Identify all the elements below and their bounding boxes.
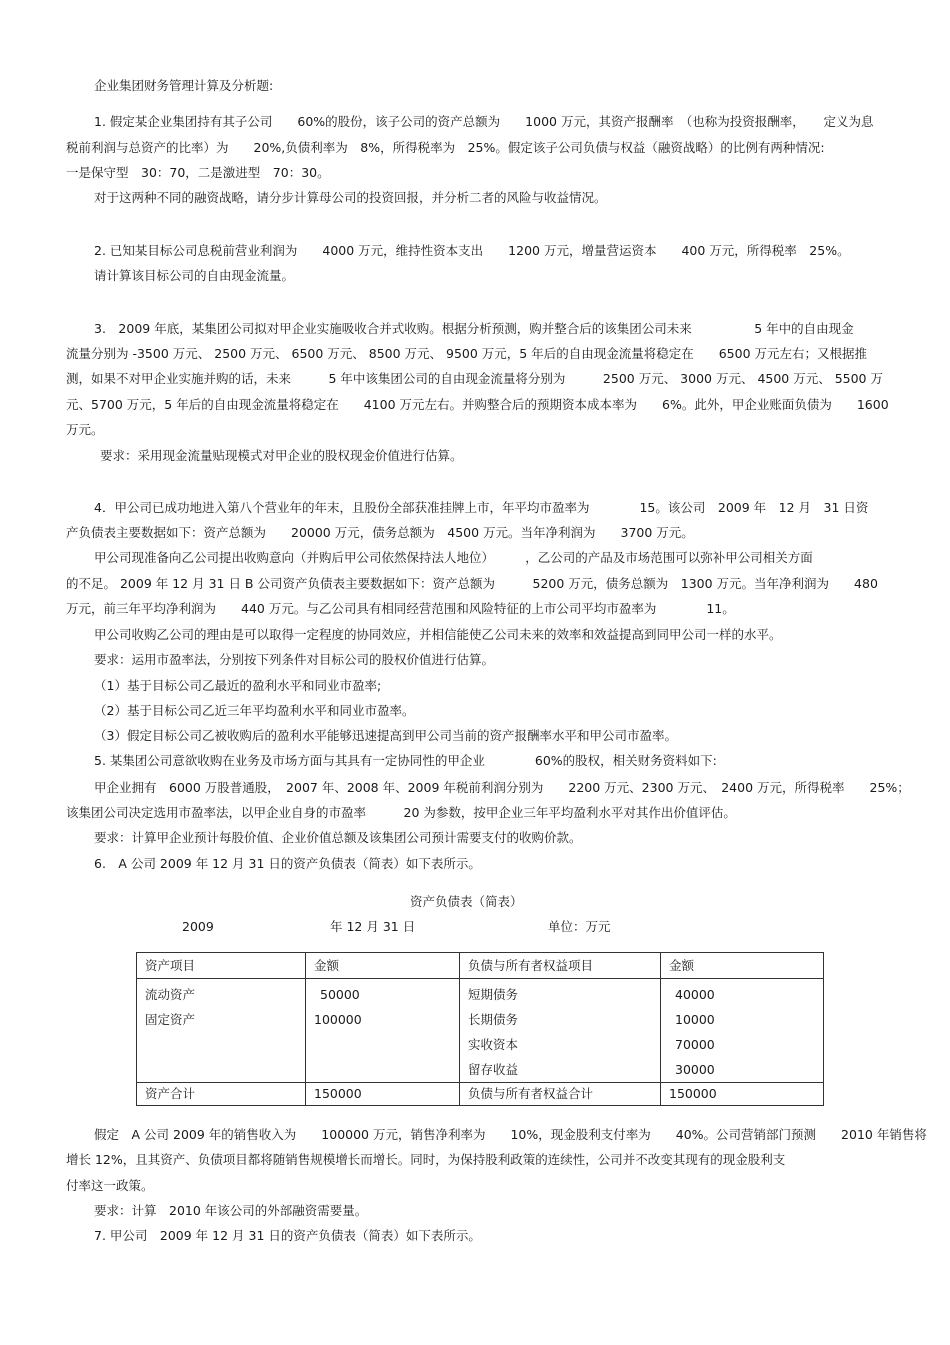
q6-line: 假定 A 公司 2009 年的销售收入为 100000 万元，销售净利率为 10%，现金股利支付率为 40%。公司营销部门预测 2010 年销售将 <box>94 1127 927 1142</box>
asset-item: 流动资产 <box>145 987 196 1002</box>
header-amount: 金额 <box>661 953 824 979</box>
header-amount: 金额 <box>306 953 460 979</box>
total-liab-value: 150000 <box>661 1083 824 1106</box>
q5-line: 甲企业拥有 6000 万股普通股， 2007 年、2008 年、2009 年税前利润分别为 2200 万元、2300 万元、 2400 万元，所得税率 25%； <box>94 780 910 795</box>
q6-line: 6. A 公司 2009 年 12 月 31 日的资产负债表（简表）如下表所示。 <box>94 856 481 871</box>
asset-items-cell <box>137 979 306 1083</box>
total-assets-value: 150000 <box>306 1083 460 1106</box>
q3-line: 流量分别为 -3500 万元、 2500 万元、 6500 万元、 8500 万元、 9500 万元，5 年后的自由现金流量将稳定在 6500 万元左右；又根据推 <box>66 346 868 361</box>
q4-line: 要求：运用市盈率法，分别按下列条件对目标公司的股权价值进行估算。 <box>94 652 495 667</box>
q4-line: 的不足。 2009 年 12 月 31 日 B 公司资产负债表主要数据如下：资产总额为 5200 万元，债务总额为 1300 万元。当年净利润为 480 <box>66 576 878 591</box>
page-title: 企业集团财务管理计算及分析题: <box>94 78 274 93</box>
q3-line: 3. 2009 年底，某集团公司拟对甲企业实施吸收合并式收购。根据分析预测，购并整合后的该集团公司未来 5 年中的自由现金 <box>94 321 854 336</box>
q4-line: 甲公司现准备向乙公司提出收购意向（并购后甲公司依然保持法人地位） ，乙公司的产品及市场范围可以弥补甲公司相关方面 <box>94 550 813 565</box>
q4-line: （3）假定目标公司乙被收购后的盈利水平能够迅速提高到甲公司当前的资产报酬率水平和甲公司市盈率。 <box>94 728 677 743</box>
q5-line: 要求：计算甲企业预计每股价值、企业价值总额及该集团公司预计需要支付的收购价款。 <box>94 830 582 845</box>
q4-line: （2）基于目标公司乙近三年平均盈利水平和同业市盈率。 <box>94 703 415 718</box>
liability-amounts-cell <box>661 979 824 1083</box>
asset-amount: 50000 <box>320 987 360 1002</box>
liability-items-cell <box>460 979 661 1083</box>
q2-line: 请计算该目标公司的自由现金流量。 <box>94 268 295 283</box>
q1-line: 税前利润与总资产的比率）为 20%,负债利率为 8%，所得税率为 25%。假定该子公司负债与权益（融资战略）的比例有两种情况: <box>66 140 825 155</box>
liability-item: 短期债务 <box>468 987 519 1002</box>
q3-line: 万元。 <box>66 422 104 437</box>
q6-line: 要求：计算 2010 年该公司的外部融资需要量。 <box>94 1203 368 1218</box>
q6-line: 增长 12%，且其资产、负债项目都将随销售规模增长而增长。同时，为保持股利政策的连续性，公司并不改变其现有的现金股利支 <box>66 1152 786 1167</box>
table-unit: 单位：万元 <box>548 919 611 934</box>
liability-item: 长期债务 <box>468 1012 519 1027</box>
table-header-row <box>137 953 824 979</box>
table-title: 资产负债表（简表） <box>410 894 523 909</box>
liability-item: 实收资本 <box>468 1037 519 1052</box>
header-asset-item: 资产项目 <box>137 953 306 979</box>
total-assets-label: 资产合计 <box>137 1083 306 1106</box>
q5-line: 该集团公司决定选用市盈率法，以甲企业自身的市盈率 20 为参数，按甲企业三年平均盈利水平对其作出价值评估。 <box>66 805 736 820</box>
q4-line: 4．甲公司已成功地进入第八个营业年的年末，且股份全部获准挂牌上市，年平均市盈率为 15。该公司 2009 年 12 月 31 日资 <box>94 500 869 515</box>
q4-line: 万元，前三年平均净利润为 440 万元。与乙公司具有相同经营范围和风险特征的上市公司平均市盈率为 11。 <box>66 601 735 616</box>
table-total-row <box>137 1083 824 1106</box>
q7-line: 7. 甲公司 2009 年 12 月 31 日的资产负债表（简表）如下表所示。 <box>94 1228 481 1243</box>
liability-amount: 10000 <box>675 1012 715 1027</box>
q3-line: 要求：采用现金流量贴现模式对甲企业的股权现金价值进行估算。 <box>100 448 463 463</box>
q4-line: （1）基于目标公司乙最近的盈利水平和同业市盈率; <box>94 678 382 693</box>
q1-line: 一是保守型 30：70，二是激进型 70：30。 <box>66 165 330 180</box>
q3-line: 元、5700 万元，5 年后的自由现金流量将稳定在 4100 万元左右。并购整合后的预期资本成本率为 6%。此外，甲企业账面负债为 1600 <box>66 397 889 412</box>
q1-line: 1. 假定某企业集团持有其子公司 60%的股份，该子公司的资产总额为 1000 万元，其资产报酬率 （也称为投资报酬率， 定义为息 <box>94 114 874 129</box>
q5-line: 5. 某集团公司意欲收购在业务及市场方面与其具有一定协同性的甲企业 60%的股权，相关财务资料如下: <box>94 753 717 768</box>
asset-amount: 100000 <box>314 1012 362 1027</box>
q4-line: 产负债表主要数据如下：资产总额为 20000 万元，债务总额为 4500 万元。当年净利润为 3700 万元。 <box>66 525 694 540</box>
liability-amount: 40000 <box>675 987 715 1002</box>
table-date-year: 2009 <box>182 919 214 934</box>
q3-line: 测，如果不对甲企业实施并购的话，未来 5 年中该集团公司的自由现金流量将分别为 2500 万元、 3000 万元、 4500 万元、 5500 万 <box>66 371 883 386</box>
q2-line: 2. 已知某目标公司息税前营业利润为 4000 万元，维持性资本支出 1200 万元，增量营运资本 400 万元，所得税率 25%。 <box>94 243 850 258</box>
liability-amount: 30000 <box>675 1062 715 1077</box>
asset-amounts-cell <box>306 979 460 1083</box>
total-liab-label: 负债与所有者权益合计 <box>460 1083 661 1106</box>
q4-line: 甲公司收购乙公司的理由是可以取得一定程度的协同效应，并相信能使乙公司未来的效率和效益提高到同甲公司一样的水平。 <box>94 627 782 642</box>
table-row <box>137 979 824 1083</box>
q1-line: 对于这两种不同的融资战略，请分步计算母公司的投资回报，并分析二者的风险与收益情况。 <box>94 190 607 205</box>
asset-item: 固定资产 <box>145 1012 196 1027</box>
header-liability-item: 负债与所有者权益项目 <box>460 953 661 979</box>
table-date: 年 12 月 31 日 <box>330 919 416 934</box>
liability-item: 留存收益 <box>468 1062 519 1077</box>
balance-sheet-table <box>136 952 824 1106</box>
liability-amount: 70000 <box>675 1037 715 1052</box>
q6-line: 付率这一政策。 <box>66 1178 154 1193</box>
